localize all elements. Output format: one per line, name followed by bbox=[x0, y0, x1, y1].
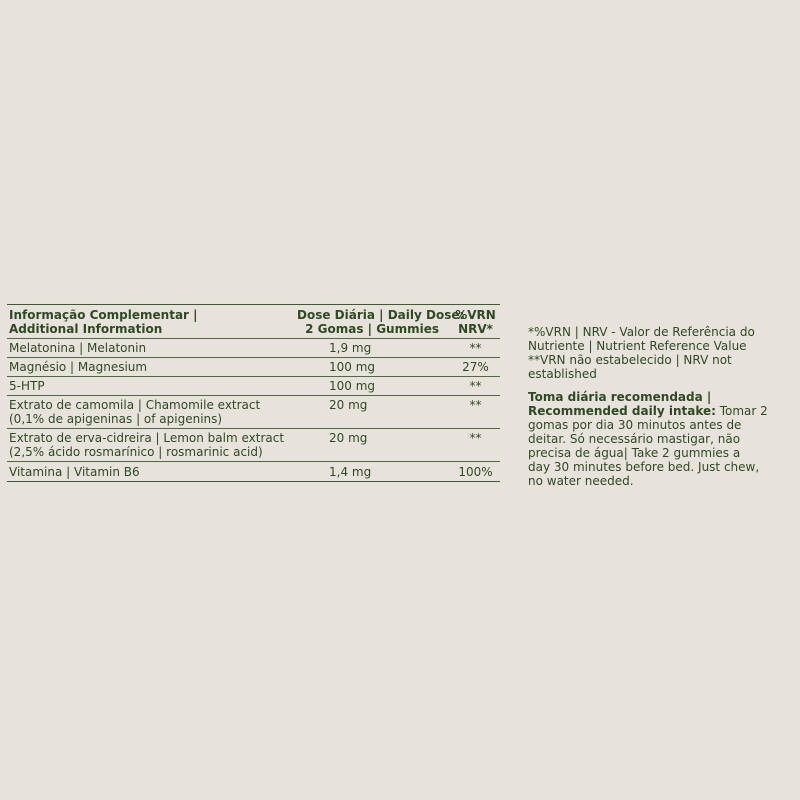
footnote-line: *%VRN | NRV - Valor de Referência do bbox=[528, 325, 755, 339]
row-dose: 20 mg bbox=[329, 398, 368, 412]
header-vrn-line-2: NRV* bbox=[458, 322, 493, 336]
row-name-cell bbox=[7, 341, 297, 357]
table-row bbox=[7, 339, 500, 358]
header-name-line-1: Informação Complementar | bbox=[9, 308, 198, 322]
table-row bbox=[7, 429, 500, 462]
row-vrn: 100% bbox=[458, 465, 493, 479]
intake-title: Toma diária recomendada | bbox=[528, 390, 712, 404]
row-name-detail: (2,5% ácido rosmarínico | rosmarinic acid) bbox=[9, 445, 263, 459]
intake-text: gomas por dia 30 minutos antes de bbox=[528, 418, 742, 432]
intake-text: Tomar 2 bbox=[715, 404, 768, 418]
row-name: Extrato de erva-cidreira | Lemon balm extract bbox=[9, 431, 285, 445]
intake-text: no water needed. bbox=[528, 474, 634, 488]
table-row bbox=[7, 396, 500, 429]
row-name-cell bbox=[7, 379, 297, 395]
row-dose: 100 mg bbox=[329, 379, 376, 393]
row-dose: 1,4 mg bbox=[329, 465, 372, 479]
row-name-cell bbox=[7, 360, 297, 376]
intake-text: precisa de água| Take 2 gummies a bbox=[528, 446, 741, 460]
table-row bbox=[7, 358, 500, 377]
row-dose: 20 mg bbox=[329, 431, 368, 445]
row-name: Extrato de camomila | Chamomile extract bbox=[9, 398, 261, 412]
header-dose-line-2: 2 Gomas | Gummies bbox=[305, 322, 439, 336]
row-name: 5-HTP bbox=[9, 379, 45, 393]
header-dose-cell bbox=[297, 308, 465, 338]
notes-block bbox=[528, 325, 788, 488]
intake-text: day 30 minutes before bed. Just chew, bbox=[528, 460, 760, 474]
row-vrn: ** bbox=[469, 341, 482, 355]
header-dose-line-1: Dose Diária | Daily Dose: bbox=[297, 308, 465, 322]
footnote-line: Nutriente | Nutrient Reference Value bbox=[528, 339, 747, 353]
header-vrn-cell bbox=[447, 308, 500, 338]
nutrition-table bbox=[7, 304, 500, 482]
footnote-line: established bbox=[528, 367, 597, 381]
row-vrn: ** bbox=[469, 379, 482, 393]
row-dose: 1,9 mg bbox=[329, 341, 372, 355]
row-name: Melatonina | Melatonin bbox=[9, 341, 147, 355]
header-name-line-2: Additional Information bbox=[9, 322, 163, 336]
table-row bbox=[7, 377, 500, 396]
row-vrn: 27% bbox=[462, 360, 489, 374]
table-row bbox=[7, 462, 500, 482]
footnote-line: **VRN não estabelecido | NRV not bbox=[528, 353, 732, 367]
row-dose: 100 mg bbox=[329, 360, 376, 374]
row-name-cell bbox=[7, 465, 297, 481]
intake-title-2: Recommended daily intake: bbox=[528, 404, 716, 418]
recommended-intake bbox=[528, 390, 788, 488]
row-name-cell bbox=[7, 431, 297, 461]
vrn-footnote bbox=[528, 325, 788, 381]
header-name-cell bbox=[7, 308, 297, 338]
intake-text: deitar. Só necessário mastigar, não bbox=[528, 432, 741, 446]
row-name-cell bbox=[7, 398, 297, 428]
header-vrn-line-1: %VRN bbox=[455, 308, 496, 322]
row-name: Magnésio | Magnesium bbox=[9, 360, 148, 374]
row-name: Vitamina | Vitamin B6 bbox=[9, 465, 140, 479]
table-header-row bbox=[7, 305, 500, 339]
row-vrn: ** bbox=[469, 398, 482, 412]
row-vrn: ** bbox=[469, 431, 482, 445]
row-name-detail: (0,1% de apigeninas | of apigenins) bbox=[9, 412, 223, 426]
